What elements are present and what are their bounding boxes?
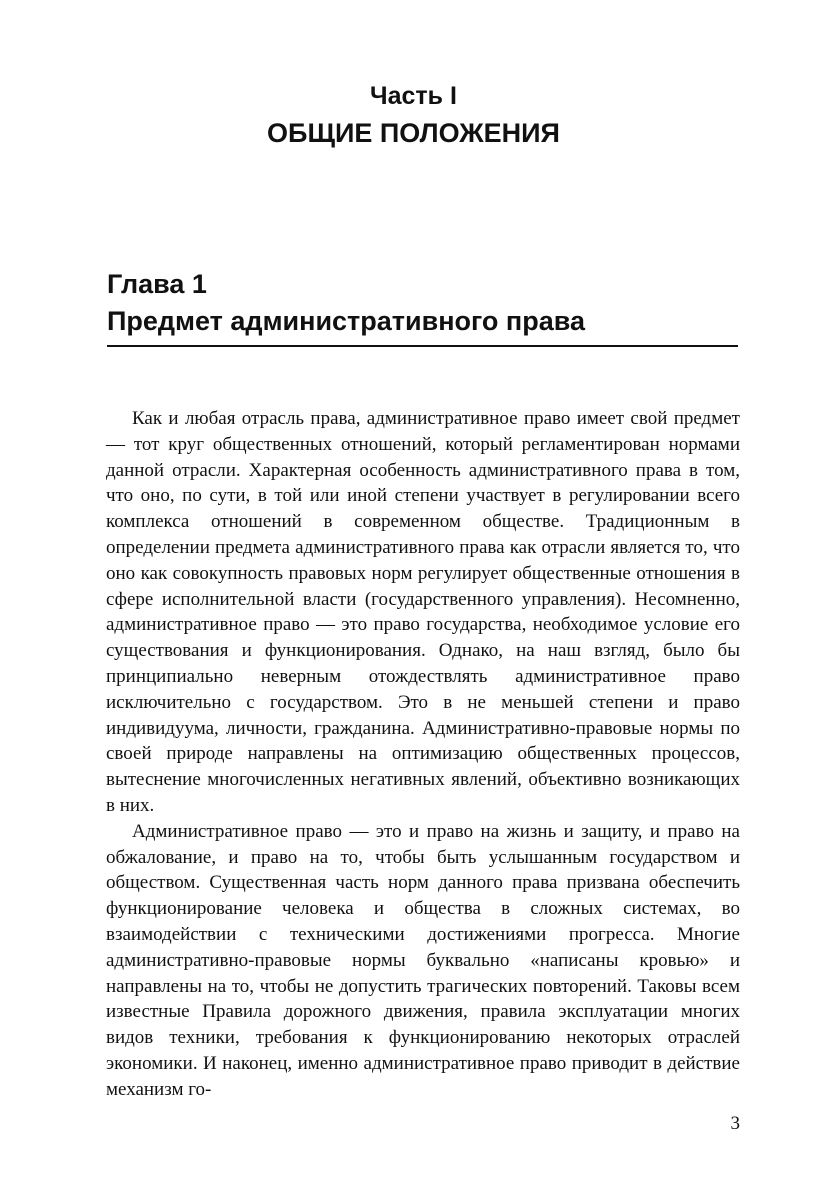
- body-text: [106, 406, 740, 1103]
- paragraph-2: Административное право — это и право на жизнь и защиту, и право на обжалование, и право на то, чтобы быть услышанным государством и обществом. Существенная часть норм данного права призвана обеспечить функционирование человека и общества в сложных системах, во взаимодействии с техническими достижениями прогресса. Многие административно-правовые нормы буквально «написаны кровью» и направлены на то, чтобы не допустить трагических повторений. Таковы всем известные Правила дорожного движения, правила эксплуатации многих видов техники, требования к функционированию некоторых отраслей экономики. И наконец, именно административное право приводит в действие механизм го-: [106, 820, 740, 1100]
- chapter-number: Глава 1: [107, 269, 207, 299]
- part-title: ОБЩИЕ ПОЛОЖЕНИЯ: [267, 118, 560, 148]
- part-number: Часть I: [370, 82, 457, 110]
- chapter-divider: [107, 345, 738, 347]
- chapter-heading: [107, 266, 738, 340]
- page-number: 3: [730, 1113, 740, 1134]
- chapter-title: Предмет административного права: [107, 306, 585, 336]
- paragraph-1: Как и любая отрасль права, административное право имеет свой предмет — тот круг общественных отношений, который регламентирован нормами данной отрасли. Характерная особенность административного права в том, что оно, по сути, в той или иной степени участвует в регулировании всего комплекса отношений в современном обществе. Традиционным в определении предмета административного права как отрасли является то, что оно как совокупность правовых норм регулирует общественные отношения в сфере исполнительной власти (государственного управления). Несомненно, административное право — это право государства, необходимое условие его существования и функционирования. Однако, на наш взгляд, было бы принципиально неверным отождествлять административное право исключительно с государством. Это в не меньшей степени и право индивидуума, личности, гражданина. Административно-правовые нормы по своей природе направлены на оптимизацию общественных процессов, вытеснение многочисленных негативных явлений, объективно возникающих в них.: [106, 408, 740, 816]
